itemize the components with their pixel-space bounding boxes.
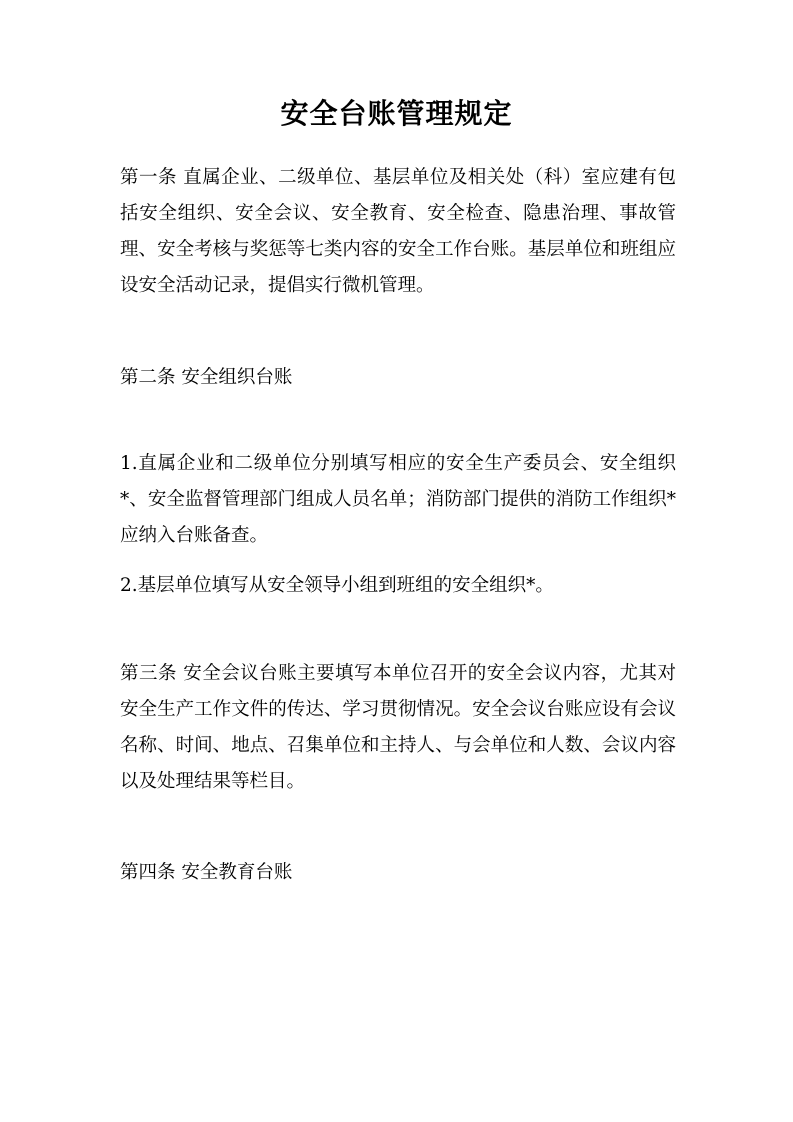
article-2-item-1: 1.直属企业和二级单位分别填写相应的安全生产委员会、安全组织*、安全监督管理部门组成人员名单；消防部门提供的消防工作组织*应纳入台账备查。 (120, 453, 676, 546)
article-4-heading: 第四条 安全教育台账 (120, 862, 293, 883)
article-1-paragraph: 第一条 直属企业、二级单位、基层单位及相关处（科）室应建有包括安全组织、安全会议、安全教育、安全检查、隐患治理、事故管理、安全考核与奖惩等七类内容的安全工作台账。基层单位和班组应设安全活动记录，提倡实行微机管理。 (120, 167, 676, 296)
article-2-item-2: 2.基层单位填写从安全领导小组到班组的安全组织*。 (120, 575, 554, 596)
document-title: 安全台账管理规定 (280, 97, 513, 130)
article-3-paragraph: 第三条 安全会议台账主要填写本单位召开的安全会议内容，尤其对安全生产工作文件的传达、学习贯彻情况。安全会议台账应设有会议名称、时间、地点、召集单位和主持人、与会单位和人数、会议内容以及处理结果等栏目。 (120, 663, 676, 792)
article-2-heading: 第二条 安全组织台账 (120, 367, 293, 388)
